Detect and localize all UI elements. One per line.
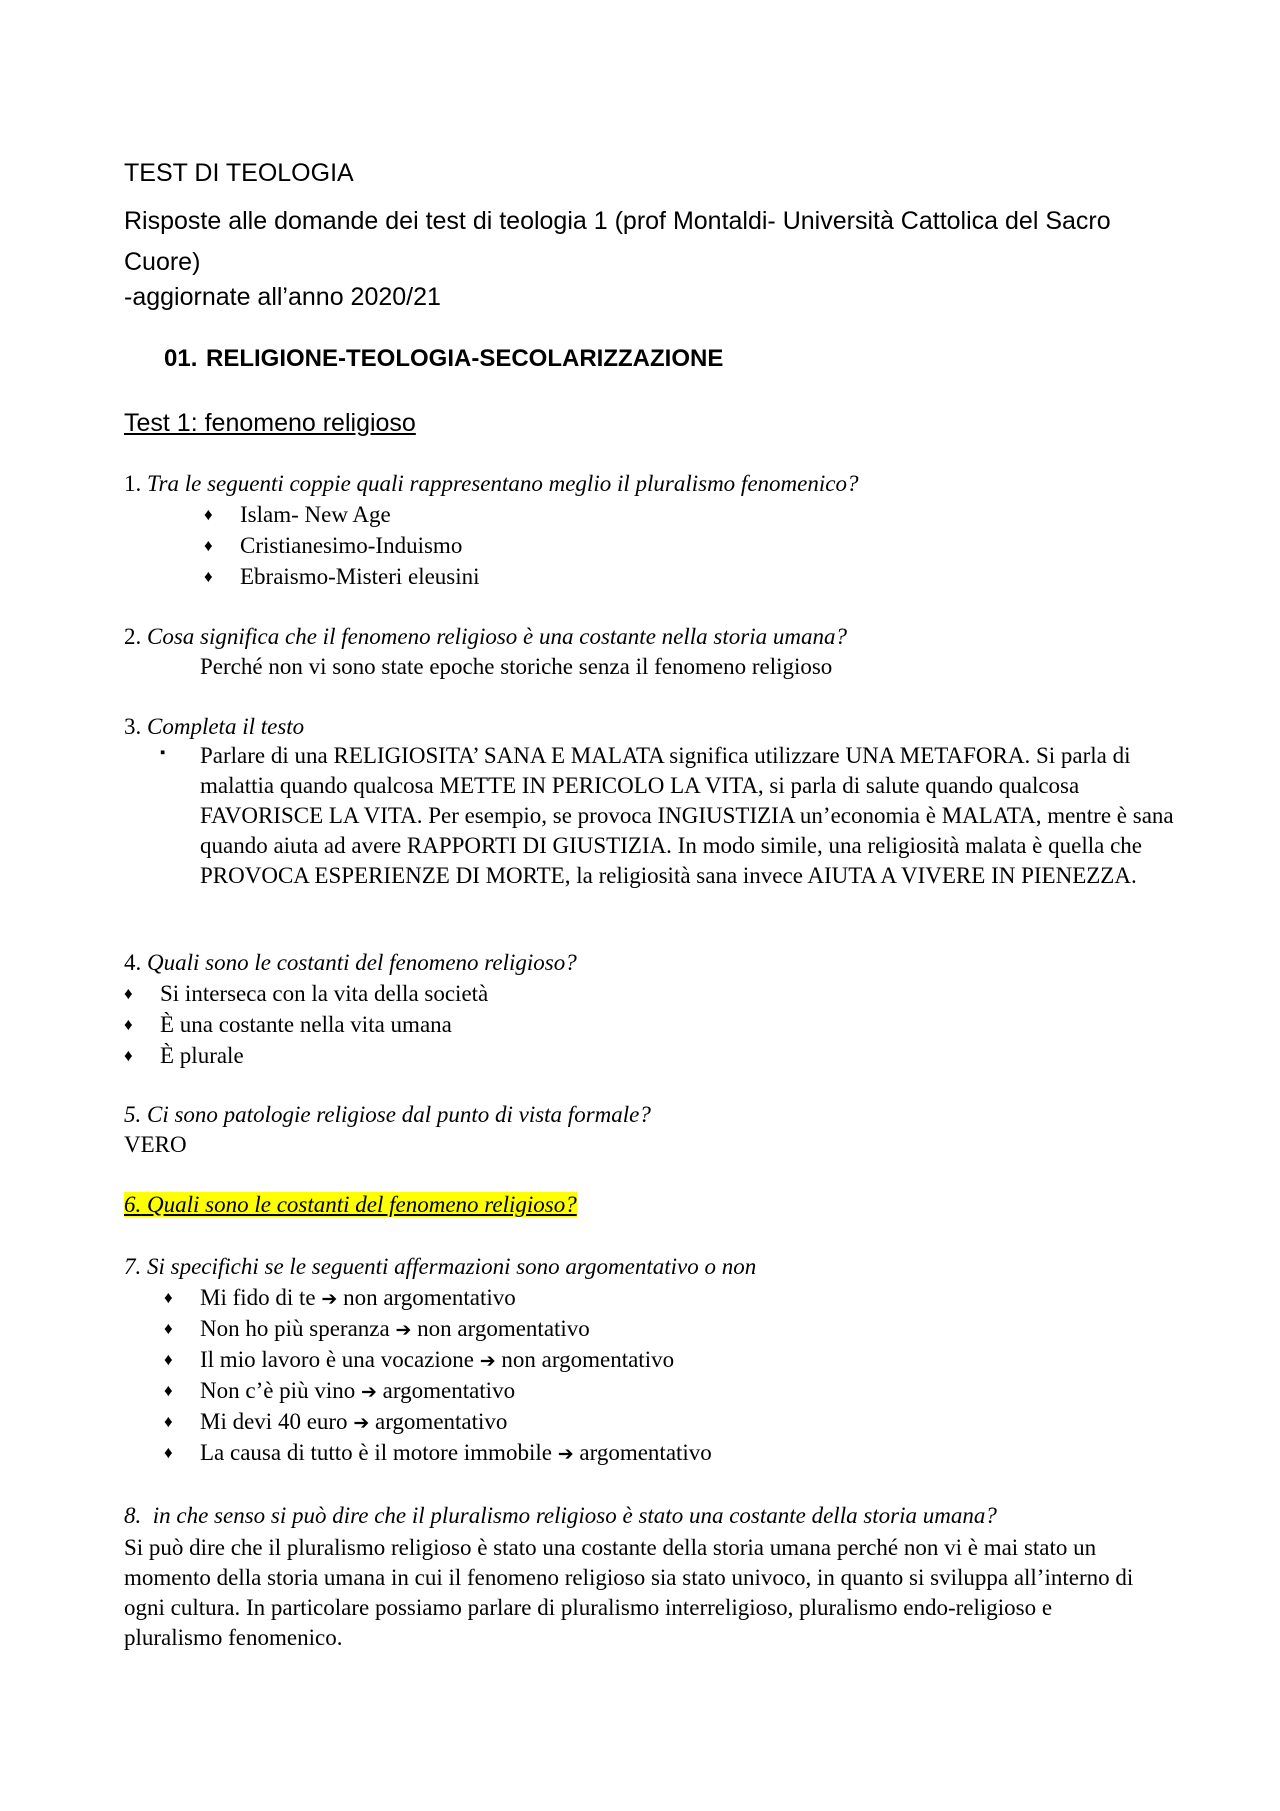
question-number: 2. — [124, 624, 142, 649]
diamond-bullet-icon: ♦ — [124, 1015, 133, 1034]
arrow-right-icon: ➔ — [557, 1443, 574, 1465]
list-item: ♦ Non c’è più vino ➔ argomentativo — [164, 1378, 516, 1403]
question-number: 1. — [124, 471, 142, 496]
arrow-right-icon: ➔ — [321, 1288, 338, 1310]
diamond-bullet-icon: ♦ — [164, 1319, 173, 1338]
question-number: 6. — [124, 1192, 142, 1217]
list-item: ♦ Si interseca con la vita della società — [124, 981, 489, 1006]
list-item: ♦ Ebraismo-Misteri eleusini — [204, 564, 480, 589]
diamond-bullet-icon: ♦ — [204, 505, 213, 524]
list-item: ♦ Non ho più speranza ➔ non argomentativo — [164, 1316, 590, 1341]
section-heading — [164, 345, 723, 373]
question-2 — [124, 624, 847, 650]
document-updated-note: -aggiornate all’anno 2020/21 — [124, 283, 441, 311]
diamond-bullet-icon: ♦ — [164, 1412, 173, 1431]
section-number: 01. — [164, 345, 198, 372]
list-item: ♦ È una costante nella vita umana — [124, 1012, 452, 1037]
question-1 — [124, 471, 858, 497]
diamond-bullet-icon: ♦ — [204, 567, 213, 586]
list-item: ♦ Il mio lavoro è una vocazione ➔ non argomentativo — [164, 1347, 675, 1372]
question-text: Quali sono le costanti del fenomeno religioso? — [147, 950, 577, 975]
list-item: ♦ Mi devi 40 euro ➔ argomentativo — [164, 1409, 508, 1434]
arrow-right-icon: ➔ — [395, 1319, 412, 1341]
diamond-bullet-icon: ♦ — [124, 984, 133, 1003]
question-number: 8. — [124, 1503, 142, 1528]
question-8 — [124, 1503, 997, 1529]
diamond-bullet-icon: ♦ — [164, 1443, 173, 1462]
question-text: Completa il testo — [147, 714, 305, 739]
question-number: 5. — [124, 1102, 142, 1127]
question-number: 3. — [124, 714, 142, 739]
test-heading: Test 1: fenomeno religioso — [124, 409, 416, 437]
question-text: Si specifichi se le seguenti affermazioni sono argomentativo o non — [147, 1254, 757, 1279]
answer-text: VERO — [124, 1132, 187, 1157]
list-item: ♦ La causa di tutto è il motore immobile ➔ argomentativo — [164, 1440, 712, 1465]
question-number: 4. — [124, 950, 142, 975]
list-item: ♦ Islam- New Age — [204, 502, 391, 527]
diamond-bullet-icon: ♦ — [164, 1350, 173, 1369]
answer-paragraph: Parlare di una RELIGIOSITA’ SANA E MALATA significa utilizzare UNA METAFORA. Si parla di malattia quando qualcosa METTE IN PERICOLO LA VITA, si parla di salute quando qualcosa FAVORISCE LA VITA. Per esempio, se provoca INGIUSTIZIA un’economia è MALATA, mentre è sana quando aiuta ad avere RAPPORTI DI GIUSTIZIA. In modo simile, una religiosità malata è quella che PROVOCA ESPERIENZE DI MORTE, la religiosità sana invece AIUTA A VIVERE IN PIENEZZA. — [200, 743, 1174, 888]
question-5 — [124, 1102, 651, 1128]
question-text: in che senso si può dire che il pluralismo religioso è stato una costante della storia umana? — [152, 1503, 997, 1528]
diamond-bullet-icon: ♦ — [124, 1046, 133, 1065]
section-title: RELIGIONE-TEOLOGIA-SECOLARIZZAZIONE — [206, 345, 724, 372]
arrow-right-icon: ➔ — [353, 1412, 370, 1434]
question-6 — [124, 1192, 577, 1218]
question-text: Tra le seguenti coppie quali rappresentano meglio il pluralismo fenomenico? — [147, 471, 859, 496]
diamond-bullet-icon: ♦ — [204, 536, 213, 555]
document-title: TEST DI TEOLOGIA — [124, 159, 354, 187]
document-subtitle: Risposte alle domande dei test di teologia 1 (prof Montaldi- Università Cattolica del Sacro Cuore) — [124, 207, 1111, 276]
list-item: ♦ Mi fido di te ➔ non argomentativo — [164, 1285, 516, 1310]
question-4 — [124, 950, 577, 976]
question-text: Quali sono le costanti del fenomeno religioso? — [147, 1192, 577, 1217]
list-item: ♦ È plurale — [124, 1043, 244, 1068]
question-text: Ci sono patologie religiose dal punto di vista formale? — [147, 1102, 651, 1127]
answer-text: Perché non vi sono state epoche storiche senza il fenomeno religioso — [200, 654, 833, 679]
list-item: ♦ Cristianesimo-Induismo — [204, 533, 463, 558]
square-bullet-icon: ▪ — [160, 745, 166, 761]
arrow-right-icon: ➔ — [479, 1350, 496, 1372]
arrow-right-icon: ➔ — [360, 1381, 377, 1403]
question-7 — [124, 1254, 756, 1280]
question-number: 7. — [124, 1254, 142, 1279]
question-3 — [124, 714, 304, 740]
answer-paragraph: Si può dire che il pluralismo religioso è stato una costante della storia umana perché non vi è mai stato un momento della storia umana in cui il fenomeno religioso sia stato univoco, in quanto si sviluppa all’interno di ogni cultura. In particolare possiamo parlare di pluralismo interreligioso, pluralismo endo-religioso e pluralismo fenomenico. — [124, 1535, 1134, 1650]
question-text: Cosa significa che il fenomeno religioso è una costante nella storia umana? — [147, 624, 847, 649]
diamond-bullet-icon: ♦ — [164, 1288, 173, 1307]
diamond-bullet-icon: ♦ — [164, 1381, 173, 1400]
